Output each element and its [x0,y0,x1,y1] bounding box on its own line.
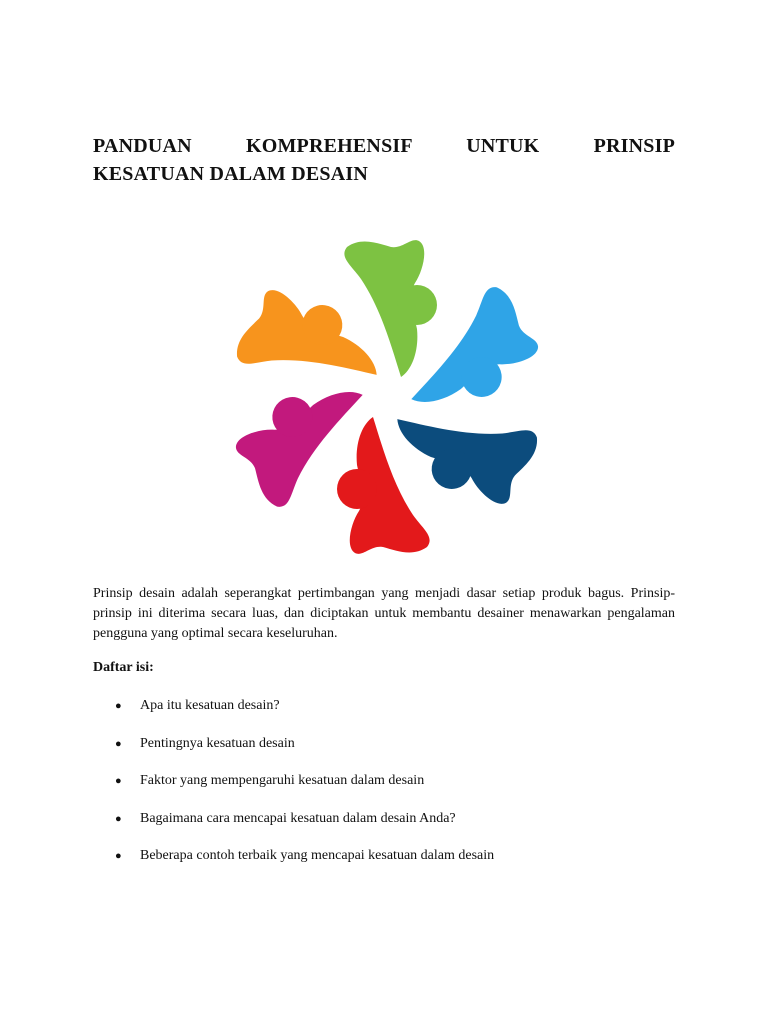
toc-item-label: Faktor yang mempengaruhi kesatuan dalam desain [140,773,425,788]
unity-people-logo [232,232,542,558]
bullet-icon: ● [115,850,122,862]
document-title [93,132,675,188]
toc-item [93,734,675,772]
toc-item-label: Pentingnya kesatuan desain [140,735,295,751]
bullet-icon: ● [115,812,122,825]
toc-item [93,696,675,734]
toc-item [93,809,675,847]
intro-paragraph: Prinsip desain adalah seperangkat pertimbangan yang menjadi dasar setiap produk bagus. Prinsip-prinsip ini diterima secara luas, dan diciptakan untuk membantu desainer menawarkan pengalaman pengguna yang optimal secara keseluruhan. [93,586,675,641]
bullet-icon: ● [115,700,122,712]
toc-item-label: Bagaimana cara mencapai kesatuan dalam desain Anda? [140,810,456,826]
toc-list [93,696,675,884]
bullet-icon: ● [115,775,122,787]
toc-item [93,846,675,884]
toc-heading: Daftar isi: [93,660,154,675]
bullet-icon: ● [115,737,122,750]
title-line-1: PANDUAN KOMPREHENSIF UNTUK PRINSIP [93,135,675,157]
toc-item-label: Beberapa contoh terbaik yang mencapai kesatuan dalam desain [140,848,495,863]
logo-figure [379,370,542,519]
title-line-2: KESATUAN DALAM DESAIN [93,163,368,185]
toc-item [93,771,675,809]
toc-item-label: Apa itu kesatuan desain? [140,698,280,713]
logo-figure [232,275,395,424]
